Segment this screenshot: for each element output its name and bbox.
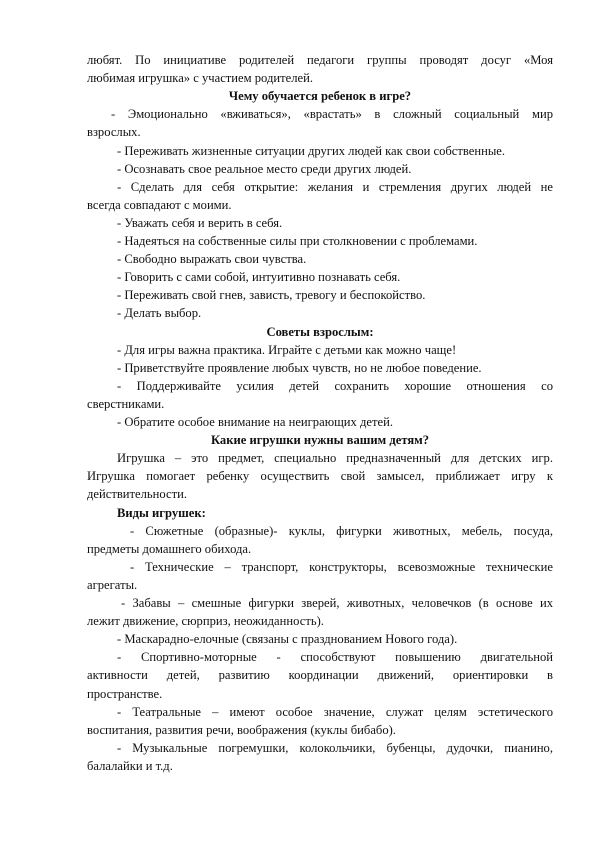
list-item: - Приветствуйте проявление любых чувств, но не любое поведение. xyxy=(117,361,482,375)
section-heading: Советы взрослым: xyxy=(266,325,374,339)
list-item-continuation: активности детей, развитию координации движений, ориентировки в xyxy=(87,668,553,682)
list-item: - Сделать для себя открытие: желания и стремления других людей не xyxy=(117,180,553,194)
list-item: - Надеяться на собственные силы при столкновении с проблемами. xyxy=(117,234,478,248)
paragraph-line: Игрушка помогает ребенку осуществить свой замысел, приближает игру к xyxy=(87,469,553,483)
list-item: - Делать выбор. xyxy=(117,306,202,320)
list-item: - Для игры важна практика. Играйте с детьми как можно чаще! xyxy=(117,343,457,357)
list-item: - Спортивно-моторные - способствуют повышению двигательной xyxy=(117,650,553,664)
paragraph-line: любимая игрушка» с участием родителей. xyxy=(87,71,313,85)
list-item: - Технические – транспорт, конструкторы, всевозможные технические xyxy=(130,560,553,574)
paragraph-line: любят. По инициативе родителей педагоги группы проводят досуг «Моя xyxy=(87,53,553,67)
section-heading: Чему обучается ребенок в игре? xyxy=(228,89,412,103)
list-item: - Театральные – имеют особое значение, служат целям эстетического xyxy=(117,705,553,719)
list-item: - Осознавать свое реальное место среди других людей. xyxy=(117,162,412,176)
list-item: - Свободно выражать свои чувства. xyxy=(117,252,307,266)
list-item: - Поддерживайте усилия детей сохранить хорошие отношения со xyxy=(117,379,553,393)
list-item: - Эмоционально «вживаться», «врастать» в сложный социальный мир xyxy=(111,107,553,121)
list-item: - Музыкальные погремушки, колокольчики, бубенцы, дудочки, пианино, xyxy=(117,741,553,755)
list-item-continuation: всегда совпадают с моими. xyxy=(87,198,232,212)
paragraph-line: действительности. xyxy=(87,487,187,501)
list-item-continuation: сверстниками. xyxy=(87,397,165,411)
list-item-continuation: воспитания, развития речи, воображения (куклы бибабо). xyxy=(87,723,396,737)
list-item-continuation: балалайки и т.д. xyxy=(87,759,173,773)
list-item: - Переживать жизненные ситуации других людей как свои собственные. xyxy=(117,144,506,158)
paragraph-line: Игрушка – это предмет, специально предназначенный для детских игр. xyxy=(117,451,553,465)
list-item-continuation: предметы домашнего обихода. xyxy=(87,542,252,556)
list-item: - Сюжетные (образные)- куклы, фигурки животных, мебель, посуда, xyxy=(130,524,553,538)
list-item-continuation: лежит движение, сюрприз, неожиданность). xyxy=(87,614,324,628)
list-item: - Обратите особое внимание на неиграющих детей. xyxy=(117,415,393,429)
list-item: - Переживать свой гнев, зависть, тревогу и беспокойство. xyxy=(117,288,426,302)
list-item: - Говорить с сами собой, интуитивно познавать себя. xyxy=(117,270,401,284)
list-item-continuation: взрослых. xyxy=(87,125,141,139)
list-item-continuation: агрегаты. xyxy=(87,578,138,592)
list-item-continuation: пространстве. xyxy=(87,687,163,701)
subheading: Виды игрушек: xyxy=(117,506,206,520)
list-item: - Забавы – смешные фигурки зверей, животных, человечков (в основе их xyxy=(121,596,553,610)
list-item: - Маскарадно-елочные (связаны с празднованием Нового года). xyxy=(117,632,458,646)
section-heading: Какие игрушки нужны вашим детям? xyxy=(210,433,430,447)
list-item: - Уважать себя и верить в себя. xyxy=(117,216,283,230)
